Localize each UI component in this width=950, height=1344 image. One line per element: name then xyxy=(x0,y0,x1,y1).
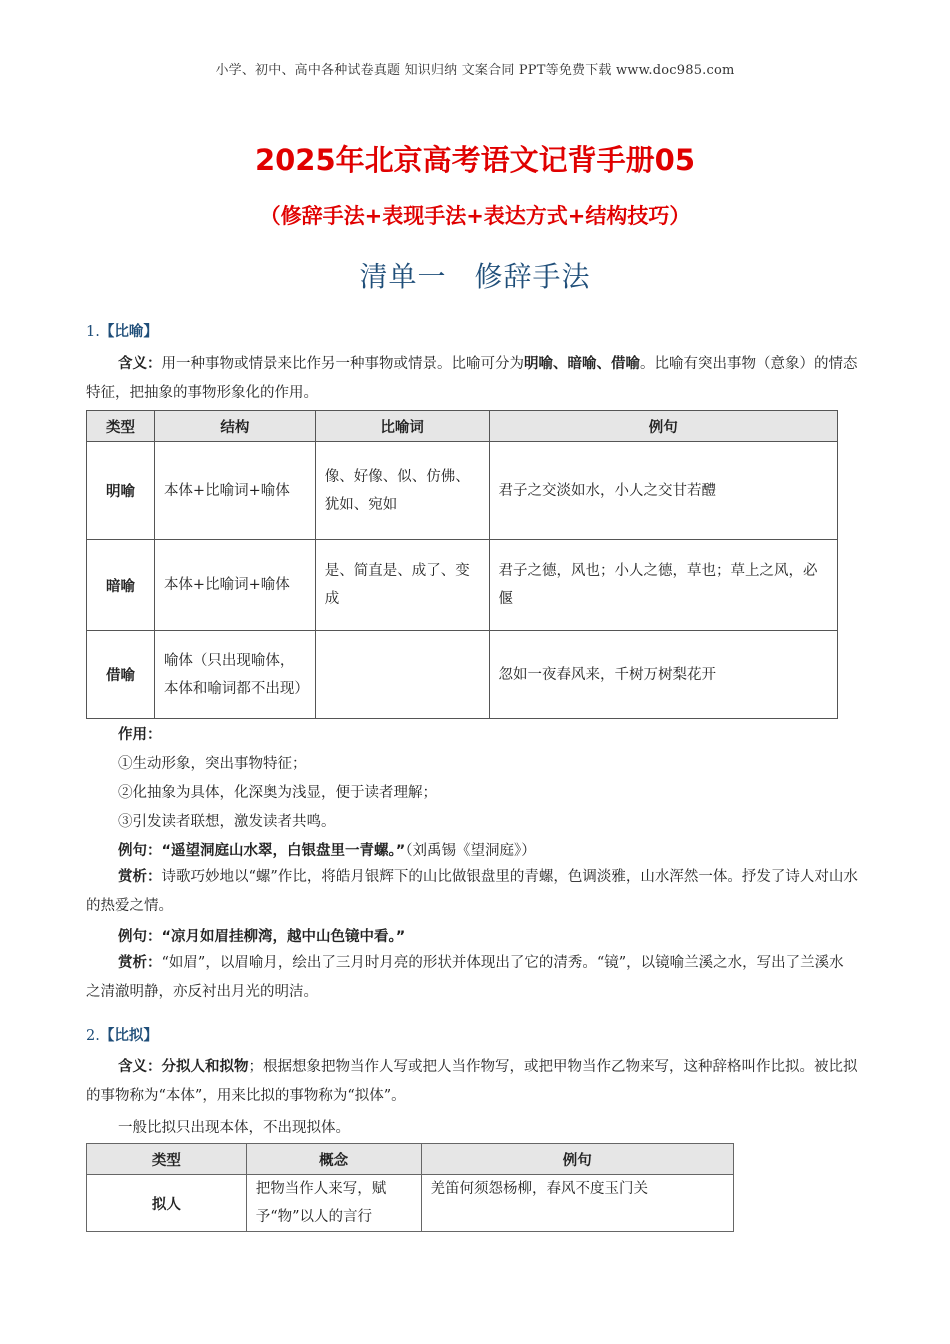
analysis-1 xyxy=(86,863,858,921)
def-text: ；根据想象把物当作人写或把人当作物写，或把甲物当作乙物来写，这种辞格叫作比拟。被比拟的事物称为“本体”，用来比拟的事物称为“拟体”。 xyxy=(86,1059,858,1104)
analysis-text: “如眉”，以眉喻月，绘出了三月时月亮的形状并体现出了它的清秀。“镜”，以镜喻兰溪之水，写出了兰溪水之清澈明静，亦反衬出月光的明洁。 xyxy=(86,955,844,1000)
table-cell: 拟人 xyxy=(87,1175,247,1232)
analysis-text: 诗歌巧妙地以“螺”作比，将皓月银辉下的山比做银盘里的青螺，色调淡雅，山水浑然一体。抒发了诗人对山水的热爱之情。 xyxy=(86,869,858,914)
personification-definition xyxy=(86,1053,858,1111)
example-label: 例句： xyxy=(118,843,162,859)
table-cell: 是、简直是、成了、变成 xyxy=(315,540,489,631)
section-part1: 清单一 xyxy=(359,260,447,293)
table-cell: 像、好像、似、仿佛、犹如、宛如 xyxy=(315,442,489,540)
col-header: 类型 xyxy=(87,1144,247,1175)
example-quote: “遥望洞庭山水翠，白银盘里一青螺。” xyxy=(161,843,406,859)
heading-personification-text: 【比拟】 xyxy=(99,1028,158,1044)
col-header: 比喻词 xyxy=(315,411,489,442)
section-title xyxy=(0,255,950,295)
example-1 xyxy=(118,839,536,860)
personification-table xyxy=(86,1143,734,1232)
table-cell: 喻体（只出现喻体，本体和喻词都不出现） xyxy=(154,631,315,719)
metaphor-definition xyxy=(86,350,858,408)
def-text2: 。比喻有突出事物（意象）的情态特征，把抽象的事物形象化的作用。 xyxy=(86,356,858,401)
def-label: 含义： xyxy=(118,1059,162,1075)
effect-item: ①生动形象，突出事物特征； xyxy=(118,756,307,772)
col-header: 结构 xyxy=(154,411,315,442)
table-row xyxy=(87,442,838,540)
table-cell: 本体+比喻词+喻体 xyxy=(154,442,315,540)
page-header: 小学、初中、高中各种试卷真题 知识归纳 文案合同 PPT等免费下载 www.doc985.com xyxy=(215,63,735,78)
example-source: （刘禹锡《望洞庭》） xyxy=(405,843,536,859)
document-subtitle: （修辞手法+表现手法+表达方式+结构技巧） xyxy=(259,204,691,228)
table-cell: 君子之德，风也；小人之德，草也；草上之风，必偃 xyxy=(489,540,838,631)
effect-label: 作用： xyxy=(118,727,162,743)
table-cell: 暗喻 xyxy=(87,540,155,631)
personification-note: 一般比拟只出现本体，不出现拟体。 xyxy=(118,1120,350,1136)
table-cell: 羌笛何须怨杨柳，春风不度玉门关 xyxy=(421,1175,733,1232)
effect-item: ③引发读者联想，激发读者共鸣。 xyxy=(118,814,336,830)
table-row xyxy=(87,631,838,719)
col-header: 例句 xyxy=(489,411,838,442)
analysis-2 xyxy=(86,949,858,1007)
table-header-row xyxy=(87,1144,734,1175)
document-title: 2025年北京高考语文记背手册05 xyxy=(254,143,696,177)
table-row xyxy=(87,1175,734,1232)
col-header: 例句 xyxy=(421,1144,733,1175)
section-part2: 修辞手法 xyxy=(474,260,591,293)
heading-personification-num: 2. xyxy=(86,1028,100,1044)
col-header: 类型 xyxy=(87,411,155,442)
heading-metaphor-num: 1. xyxy=(86,324,100,340)
table-row xyxy=(87,540,838,631)
col-header: 概念 xyxy=(246,1144,421,1175)
def-bold: 明喻、暗喻、借喻 xyxy=(524,356,640,372)
table-cell xyxy=(315,631,489,719)
def-label: 含义： xyxy=(118,356,162,372)
analysis-label: 赏析： xyxy=(118,955,162,971)
analysis-label: 赏析： xyxy=(118,869,162,885)
def-bold: 分拟人和拟物 xyxy=(161,1059,249,1075)
table-header-row xyxy=(87,411,838,442)
table-cell: 明喻 xyxy=(87,442,155,540)
table-cell: 本体+比喻词+喻体 xyxy=(154,540,315,631)
example-quote: “凉月如眉挂柳湾，越中山色镜中看。” xyxy=(161,929,406,945)
def-text1: 用一种事物或情景来比作另一种事物或情景。比喻可分为 xyxy=(161,356,524,372)
example-label: 例句： xyxy=(118,929,162,945)
table-cell: 忽如一夜春风来，千树万树梨花开 xyxy=(489,631,838,719)
table-cell: 借喻 xyxy=(87,631,155,719)
example-2 xyxy=(118,925,405,946)
heading-metaphor xyxy=(86,320,158,341)
effect-item: ②化抽象为具体，化深奥为浅显，便于读者理解； xyxy=(118,785,437,801)
table-cell: 君子之交淡如水，小人之交甘若醴 xyxy=(489,442,838,540)
heading-metaphor-text: 【比喻】 xyxy=(99,324,158,340)
table-cell: 把物当作人来写，赋予“物”以人的言行 xyxy=(246,1175,421,1232)
metaphor-table xyxy=(86,410,838,719)
heading-personification xyxy=(86,1024,158,1045)
